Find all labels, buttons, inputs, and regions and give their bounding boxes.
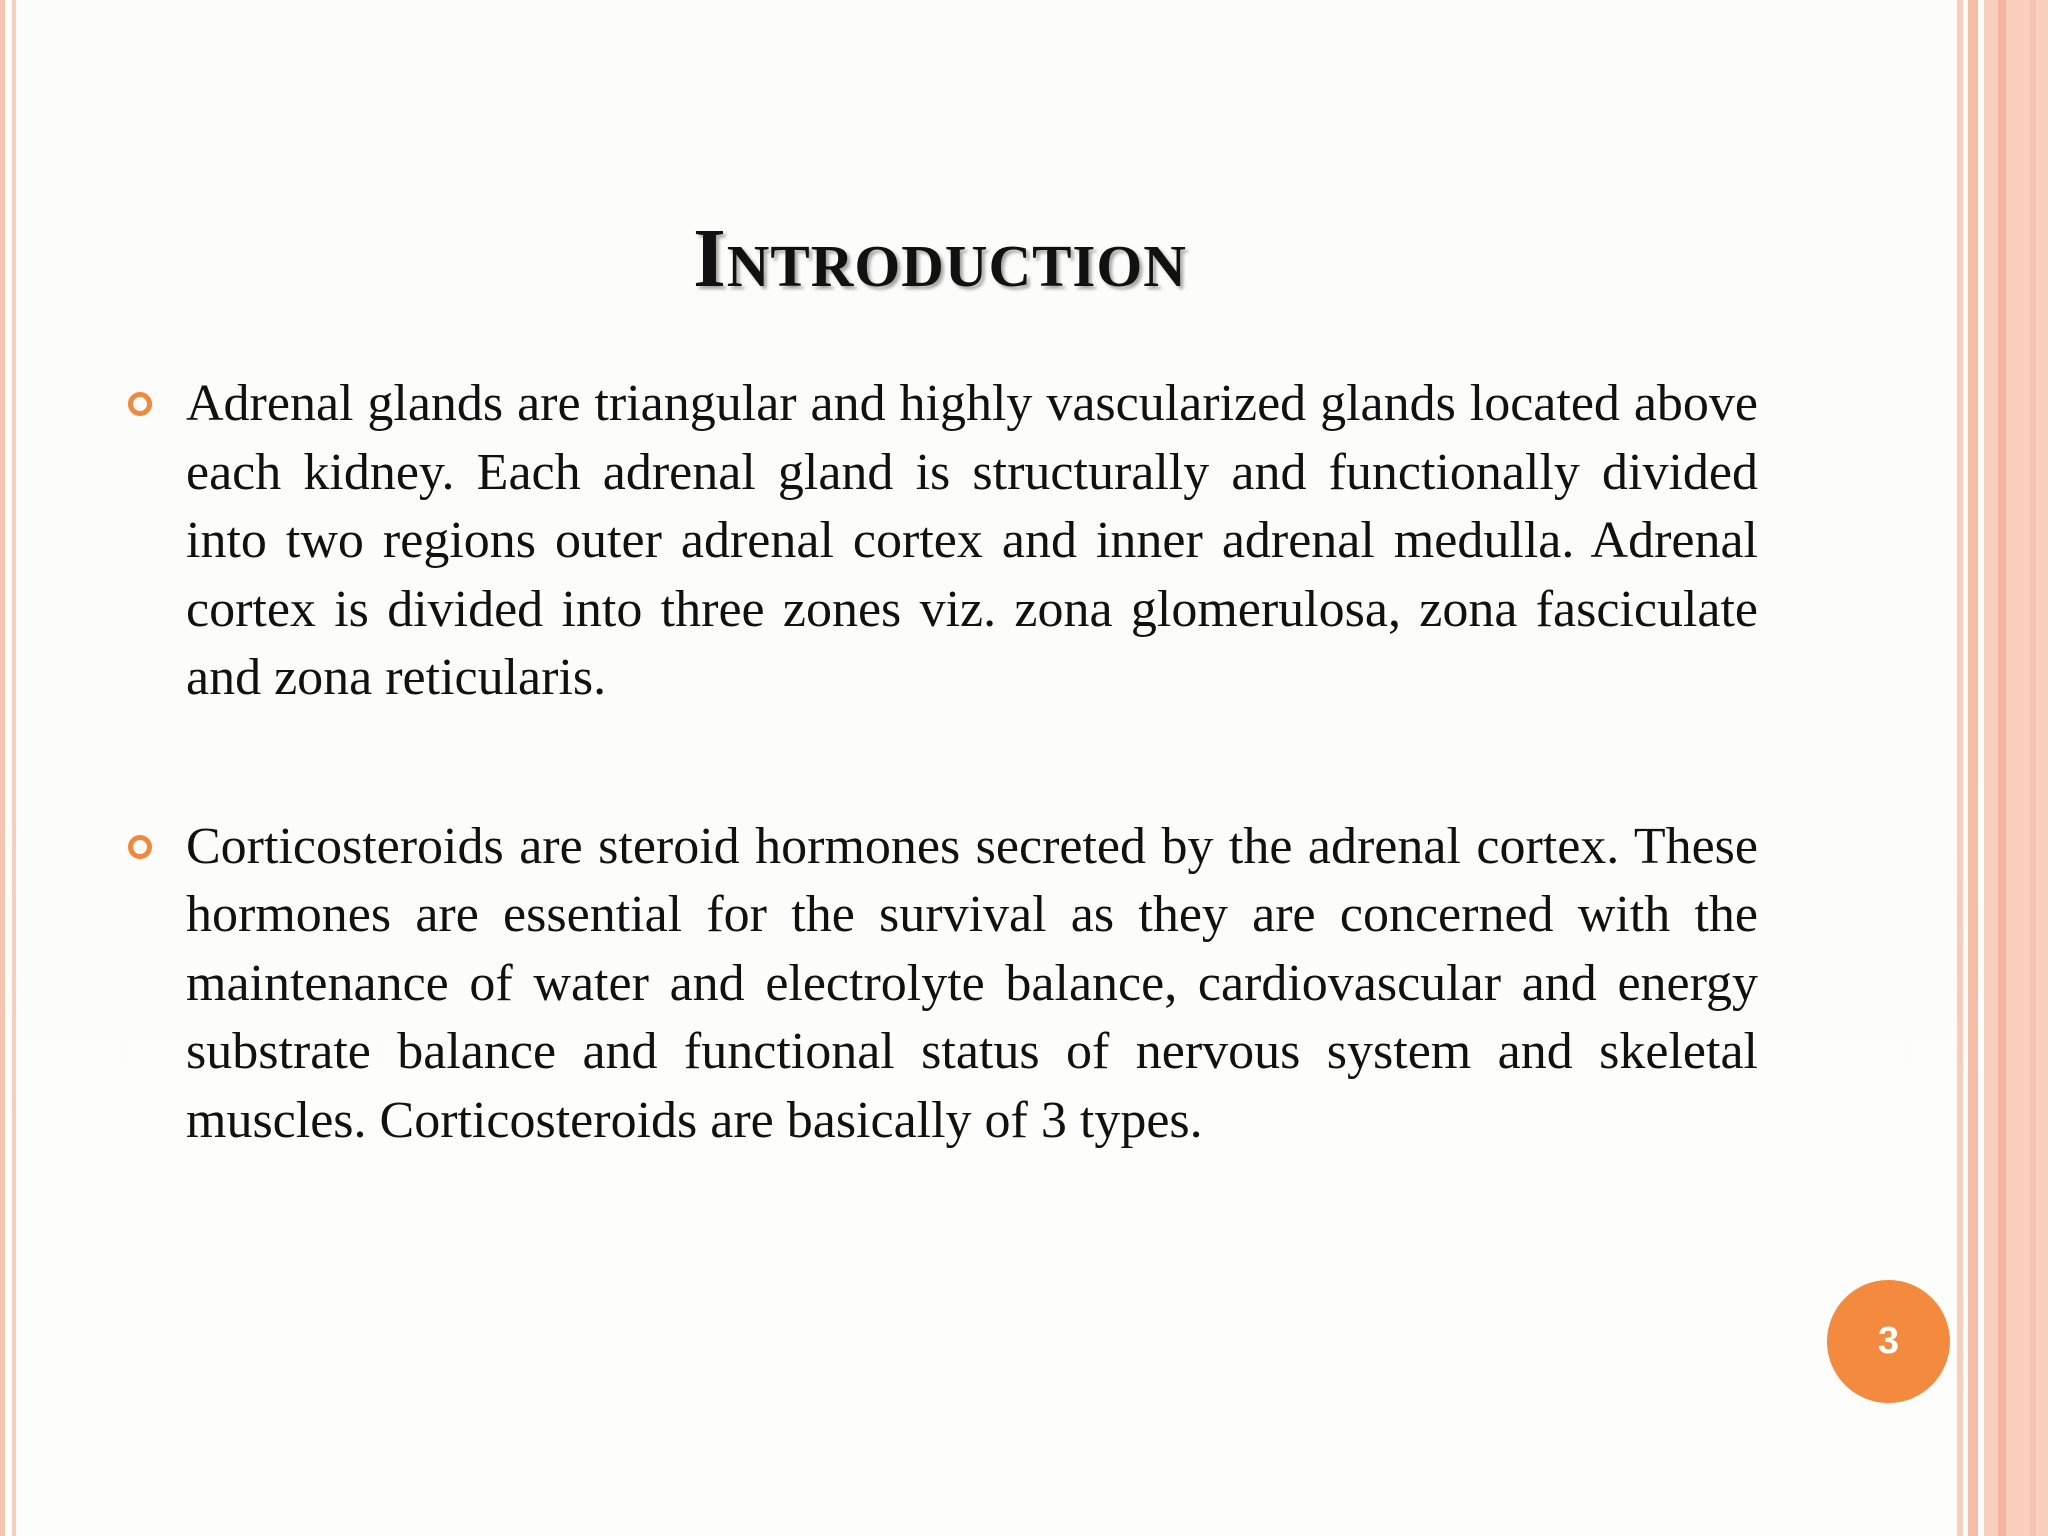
right-border-stripe (1998, 0, 2006, 1536)
right-border-decoration (1984, 0, 2048, 1536)
right-border-decoration (1968, 0, 1978, 1536)
right-border-decoration (1957, 0, 1963, 1536)
right-border-stripe (2030, 0, 2036, 1536)
circle-bullet-icon (128, 392, 152, 416)
bullet-item (128, 370, 1758, 713)
bullet-text: Adrenal glands are triangular and highly vascularized glands located above each kidney. Each adrenal gland is structurally and functionally divided into two regions outer adrenal cortex and inner adrenal medulla. Adrenal cortex is divided into three zones viz. zona glomerulosa, zona fasciculate and zona reticularis. (186, 375, 1758, 706)
slide-title: Introduction (693, 212, 1187, 305)
page-number: 3 (1877, 1320, 1900, 1362)
bullet-text: Corticosteroids are steroid hormones secreted by the adrenal cortex. These hormones are essential for the survival as they are concerned with the maintenance of water and electrolyte balance, cardiovascular and energy substrate balance and functional status of nervous system and skeletal muscles. Corticosteroids are basically of 3 types. (186, 817, 1758, 1149)
bullet-item (128, 813, 1758, 1156)
page-number-badge (1827, 1280, 1950, 1403)
bullet-list (128, 370, 1758, 1155)
circle-bullet-icon (128, 835, 152, 859)
